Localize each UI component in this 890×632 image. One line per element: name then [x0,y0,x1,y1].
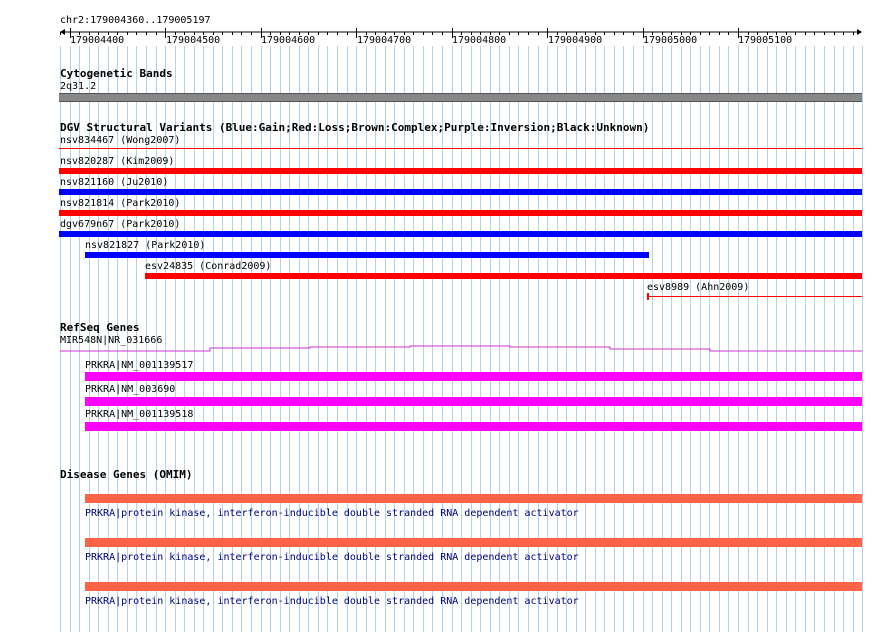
gene-bar[interactable] [85,422,862,431]
cytoband-bar[interactable] [59,93,862,102]
omim-bar[interactable] [85,582,862,591]
ruler-tick-label: 179004800 [452,35,507,46]
sv-label: dgv679n67 (Park2010) [60,219,181,230]
ruler-tick-label: 179004900 [548,35,603,46]
sv-bar-gain[interactable] [85,252,649,258]
mirna-line[interactable] [0,340,890,354]
cytoband-track-title: Cytogenetic Bands [60,67,173,80]
sv-bar-loss-start-marker [647,293,649,300]
dgv-track-title: DGV Structural Variants (Blue:Gain;Red:Loss;Brown:Complex;Purple:Inversion;Black:Unknown) [60,121,650,134]
sv-label: esv24835 (Conrad2009) [145,261,272,272]
sv-label: nsv821160 (Ju2010) [60,177,169,188]
sv-bar-gain[interactable] [59,231,862,237]
sv-bar-loss[interactable] [59,168,862,174]
omim-bar[interactable] [85,538,862,547]
omim-label: PRKRA|protein kinase, interferon-inducible double stranded RNA dependent activator [85,508,579,519]
sv-label: nsv820287 (Kim2009) [60,156,175,167]
ruler-right-arrow-icon [857,29,862,35]
sv-bar-loss[interactable] [145,273,862,279]
gene-label: PRKRA|NM_003690 [85,384,176,395]
gene-bar[interactable] [85,372,862,381]
sv-bar-loss[interactable] [648,296,862,297]
omim-track-title: Disease Genes (OMIM) [60,468,193,481]
gene-label: PRKRA|NM_001139518 [85,409,194,420]
ruler-tick-label: 179005000 [643,35,698,46]
omim-label: PRKRA|protein kinase, interferon-inducible double stranded RNA dependent activator [85,552,579,563]
gene-label: MIR548N|NR_031666 [60,335,163,346]
sv-bar-loss[interactable] [59,210,862,216]
omim-label: PRKRA|protein kinase, interferon-inducible double stranded RNA dependent activator [85,596,579,607]
sv-bar-loss[interactable] [59,148,862,149]
gene-bar[interactable] [85,397,862,406]
sv-label: nsv821814 (Park2010) [60,198,181,209]
ruler-tick-label: 179004400 [70,35,125,46]
gene-label: PRKRA|NM_001139517 [85,360,194,371]
ruler-tick-label: 179004500 [166,35,221,46]
omim-bar[interactable] [85,494,862,503]
ruler-tick-label: 179005100 [738,35,793,46]
sv-label: esv8989 (Ahn2009) [647,282,750,293]
sv-bar-gain[interactable] [59,189,862,195]
sv-label: nsv821827 (Park2010) [85,240,206,251]
ruler-tick-label: 179004600 [261,35,316,46]
ruler-tick-label: 179004700 [357,35,412,46]
refseq-track-title: RefSeq Genes [60,321,140,334]
cytoband-label: 2q31.2 [60,81,97,92]
sv-label: nsv834467 (Wong2007) [60,135,181,146]
region-label: chr2:179004360..179005197 [60,15,211,26]
